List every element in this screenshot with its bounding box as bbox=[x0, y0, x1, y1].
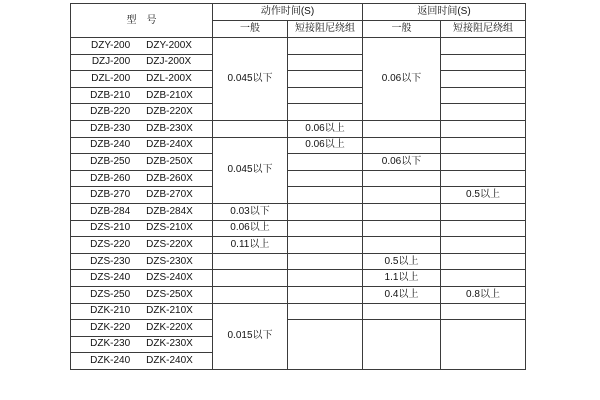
cell-action-damping bbox=[288, 54, 363, 71]
model-cell bbox=[71, 170, 213, 187]
model-label: DZJ-200X bbox=[146, 56, 192, 68]
table-row bbox=[71, 120, 526, 137]
cell-action-damping bbox=[288, 104, 363, 121]
table-row bbox=[71, 253, 526, 270]
cell-return-damping bbox=[441, 220, 526, 237]
table-row bbox=[71, 87, 526, 104]
cell-return-general bbox=[363, 220, 441, 237]
table-row bbox=[71, 303, 526, 320]
model-label: DZK-240X bbox=[146, 355, 193, 367]
model-label: DZK-240 bbox=[90, 355, 131, 367]
model-label: DZK-210 bbox=[90, 305, 131, 317]
header-action-damping: 短接阻尼绕组 bbox=[288, 21, 363, 38]
model-pair bbox=[71, 174, 212, 184]
table-row bbox=[71, 270, 526, 287]
cell-return-damping: 0.8以上 bbox=[441, 286, 526, 303]
cell-action-damping bbox=[288, 253, 363, 270]
model-label: DZB-260X bbox=[146, 172, 193, 184]
cell-return-damping bbox=[441, 71, 526, 88]
model-cell bbox=[71, 253, 213, 270]
table-row bbox=[71, 203, 526, 220]
header-action-time: 动作时间(S) bbox=[213, 4, 363, 21]
cell-return-damping bbox=[441, 54, 526, 71]
table-row bbox=[71, 154, 526, 171]
model-cell bbox=[71, 353, 213, 370]
model-label: DZB-220X bbox=[146, 106, 193, 118]
table-row bbox=[71, 237, 526, 254]
header-return-general: 一般 bbox=[363, 21, 441, 38]
model-label: DZS-250 bbox=[90, 288, 131, 300]
header-row-groups bbox=[71, 4, 526, 21]
model-pair bbox=[71, 74, 212, 84]
model-pair bbox=[71, 240, 212, 250]
model-label: DZJ-200 bbox=[91, 56, 131, 68]
cell-action-general: 0.03以下 bbox=[213, 203, 288, 220]
model-label: DZK-230 bbox=[90, 338, 131, 350]
model-label: DZB-210 bbox=[90, 89, 131, 101]
cell-return-general: 0.5以上 bbox=[363, 253, 441, 270]
cell-return-general bbox=[363, 170, 441, 187]
model-pair bbox=[71, 306, 212, 316]
cell-action-general: 0.11以上 bbox=[213, 237, 288, 254]
table-row bbox=[71, 220, 526, 237]
cell-action-general: 0.015以下 bbox=[213, 303, 288, 369]
cell-action-general: 0.045以下 bbox=[213, 137, 288, 203]
cell-action-damping bbox=[288, 154, 363, 171]
model-cell bbox=[71, 220, 213, 237]
model-label: DZS-250X bbox=[146, 288, 193, 300]
model-label: DZK-220X bbox=[146, 321, 193, 333]
cell-action-general bbox=[213, 286, 288, 303]
model-cell bbox=[71, 54, 213, 71]
cell-return-damping bbox=[441, 87, 526, 104]
cell-action-general bbox=[213, 253, 288, 270]
table-body bbox=[71, 38, 526, 370]
model-label: DZS-220X bbox=[146, 238, 193, 250]
model-label: DZY-200X bbox=[146, 39, 192, 51]
model-cell bbox=[71, 320, 213, 337]
model-label: DZK-210X bbox=[146, 305, 193, 317]
model-cell bbox=[71, 270, 213, 287]
model-label: DZL-200 bbox=[91, 72, 131, 84]
model-label: DZS-220 bbox=[90, 238, 131, 250]
cell-action-general bbox=[213, 270, 288, 287]
model-pair bbox=[71, 140, 212, 150]
cell-action-damping bbox=[288, 237, 363, 254]
cell-action-damping bbox=[288, 270, 363, 287]
cell-return-general bbox=[363, 320, 441, 370]
table-row bbox=[71, 187, 526, 204]
model-label: DZB-250X bbox=[146, 155, 193, 167]
cell-return-general: 1.1以上 bbox=[363, 270, 441, 287]
cell-action-damping bbox=[288, 87, 363, 104]
model-cell bbox=[71, 237, 213, 254]
cell-return-general bbox=[363, 303, 441, 320]
model-label: DZB-230 bbox=[90, 122, 131, 134]
table-row bbox=[71, 38, 526, 55]
model-label: DZS-230X bbox=[146, 255, 193, 267]
table-row bbox=[71, 286, 526, 303]
model-cell bbox=[71, 38, 213, 55]
model-pair bbox=[71, 207, 212, 217]
model-cell bbox=[71, 154, 213, 171]
cell-return-damping bbox=[441, 320, 526, 370]
model-pair bbox=[71, 356, 212, 366]
model-pair bbox=[71, 107, 212, 117]
model-label: DZL-200X bbox=[146, 72, 192, 84]
table-row bbox=[71, 54, 526, 71]
spec-table-container bbox=[70, 3, 526, 370]
model-pair bbox=[71, 157, 212, 167]
model-label: DZB-270X bbox=[146, 189, 193, 201]
model-cell bbox=[71, 187, 213, 204]
cell-action-general bbox=[213, 120, 288, 137]
table-row bbox=[71, 320, 526, 337]
model-label: DZY-200 bbox=[91, 39, 131, 51]
model-label: DZS-210X bbox=[146, 222, 193, 234]
cell-return-general bbox=[363, 120, 441, 137]
model-pair bbox=[71, 223, 212, 233]
header-return-time: 返回时间(S) bbox=[363, 4, 526, 21]
model-label: DZB-284 bbox=[90, 205, 131, 217]
model-pair bbox=[71, 257, 212, 267]
model-label: DZB-240X bbox=[146, 139, 193, 151]
header-return-damping: 短接阻尼绕组 bbox=[441, 21, 526, 38]
cell-action-damping bbox=[288, 320, 363, 370]
header-model: 型 号 bbox=[71, 4, 213, 38]
model-label: DZB-250 bbox=[90, 155, 131, 167]
model-label: DZB-240 bbox=[90, 139, 131, 151]
cell-action-damping bbox=[288, 220, 363, 237]
model-cell bbox=[71, 303, 213, 320]
cell-action-damping bbox=[288, 303, 363, 320]
table-header bbox=[71, 4, 526, 38]
cell-action-general: 0.045以下 bbox=[213, 38, 288, 121]
model-label: DZK-220 bbox=[90, 321, 131, 333]
model-cell bbox=[71, 336, 213, 353]
model-label: DZS-210 bbox=[90, 222, 131, 234]
model-cell bbox=[71, 137, 213, 154]
cell-action-damping: 0.06以上 bbox=[288, 120, 363, 137]
cell-return-damping bbox=[441, 237, 526, 254]
model-pair bbox=[71, 273, 212, 283]
model-label: DZS-230 bbox=[90, 255, 131, 267]
model-cell bbox=[71, 87, 213, 104]
cell-return-damping bbox=[441, 38, 526, 55]
cell-return-damping bbox=[441, 303, 526, 320]
model-label: DZS-240 bbox=[90, 272, 131, 284]
relay-spec-table bbox=[70, 3, 526, 370]
model-label: DZS-240X bbox=[146, 272, 193, 284]
cell-return-damping bbox=[441, 104, 526, 121]
model-pair bbox=[71, 339, 212, 349]
cell-return-general bbox=[363, 237, 441, 254]
cell-action-damping bbox=[288, 71, 363, 88]
cell-return-damping bbox=[441, 253, 526, 270]
table-row bbox=[71, 137, 526, 154]
table-row bbox=[71, 104, 526, 121]
model-cell bbox=[71, 104, 213, 121]
cell-action-damping bbox=[288, 286, 363, 303]
header-action-general: 一般 bbox=[213, 21, 288, 38]
model-cell bbox=[71, 120, 213, 137]
model-cell bbox=[71, 286, 213, 303]
cell-return-damping bbox=[441, 170, 526, 187]
cell-action-damping bbox=[288, 203, 363, 220]
table-row bbox=[71, 170, 526, 187]
model-cell bbox=[71, 203, 213, 220]
model-label: DZB-284X bbox=[146, 205, 193, 217]
cell-return-damping bbox=[441, 154, 526, 171]
cell-return-general bbox=[363, 187, 441, 204]
model-pair bbox=[71, 41, 212, 51]
cell-return-damping: 0.5以上 bbox=[441, 187, 526, 204]
model-cell bbox=[71, 71, 213, 88]
cell-return-damping bbox=[441, 270, 526, 287]
table-row bbox=[71, 71, 526, 88]
model-label: DZB-230X bbox=[146, 122, 193, 134]
cell-return-general: 0.06以下 bbox=[363, 154, 441, 171]
cell-return-general bbox=[363, 203, 441, 220]
model-pair bbox=[71, 190, 212, 200]
cell-return-damping bbox=[441, 203, 526, 220]
cell-return-general: 0.06以下 bbox=[363, 38, 441, 121]
model-pair bbox=[71, 91, 212, 101]
cell-return-damping bbox=[441, 137, 526, 154]
model-label: DZB-260 bbox=[90, 172, 131, 184]
model-pair bbox=[71, 57, 212, 67]
model-pair bbox=[71, 290, 212, 300]
model-label: DZB-270 bbox=[90, 189, 131, 201]
cell-return-general: 0.4以上 bbox=[363, 286, 441, 303]
model-pair bbox=[71, 124, 212, 134]
cell-action-damping bbox=[288, 187, 363, 204]
cell-return-damping bbox=[441, 120, 526, 137]
model-pair bbox=[71, 323, 212, 333]
cell-action-damping: 0.06以上 bbox=[288, 137, 363, 154]
model-label: DZK-230X bbox=[146, 338, 193, 350]
cell-action-damping bbox=[288, 170, 363, 187]
model-label: DZB-210X bbox=[146, 89, 193, 101]
cell-return-general bbox=[363, 137, 441, 154]
cell-action-general: 0.06以上 bbox=[213, 220, 288, 237]
cell-action-damping bbox=[288, 38, 363, 55]
model-label: DZB-220 bbox=[90, 106, 131, 118]
